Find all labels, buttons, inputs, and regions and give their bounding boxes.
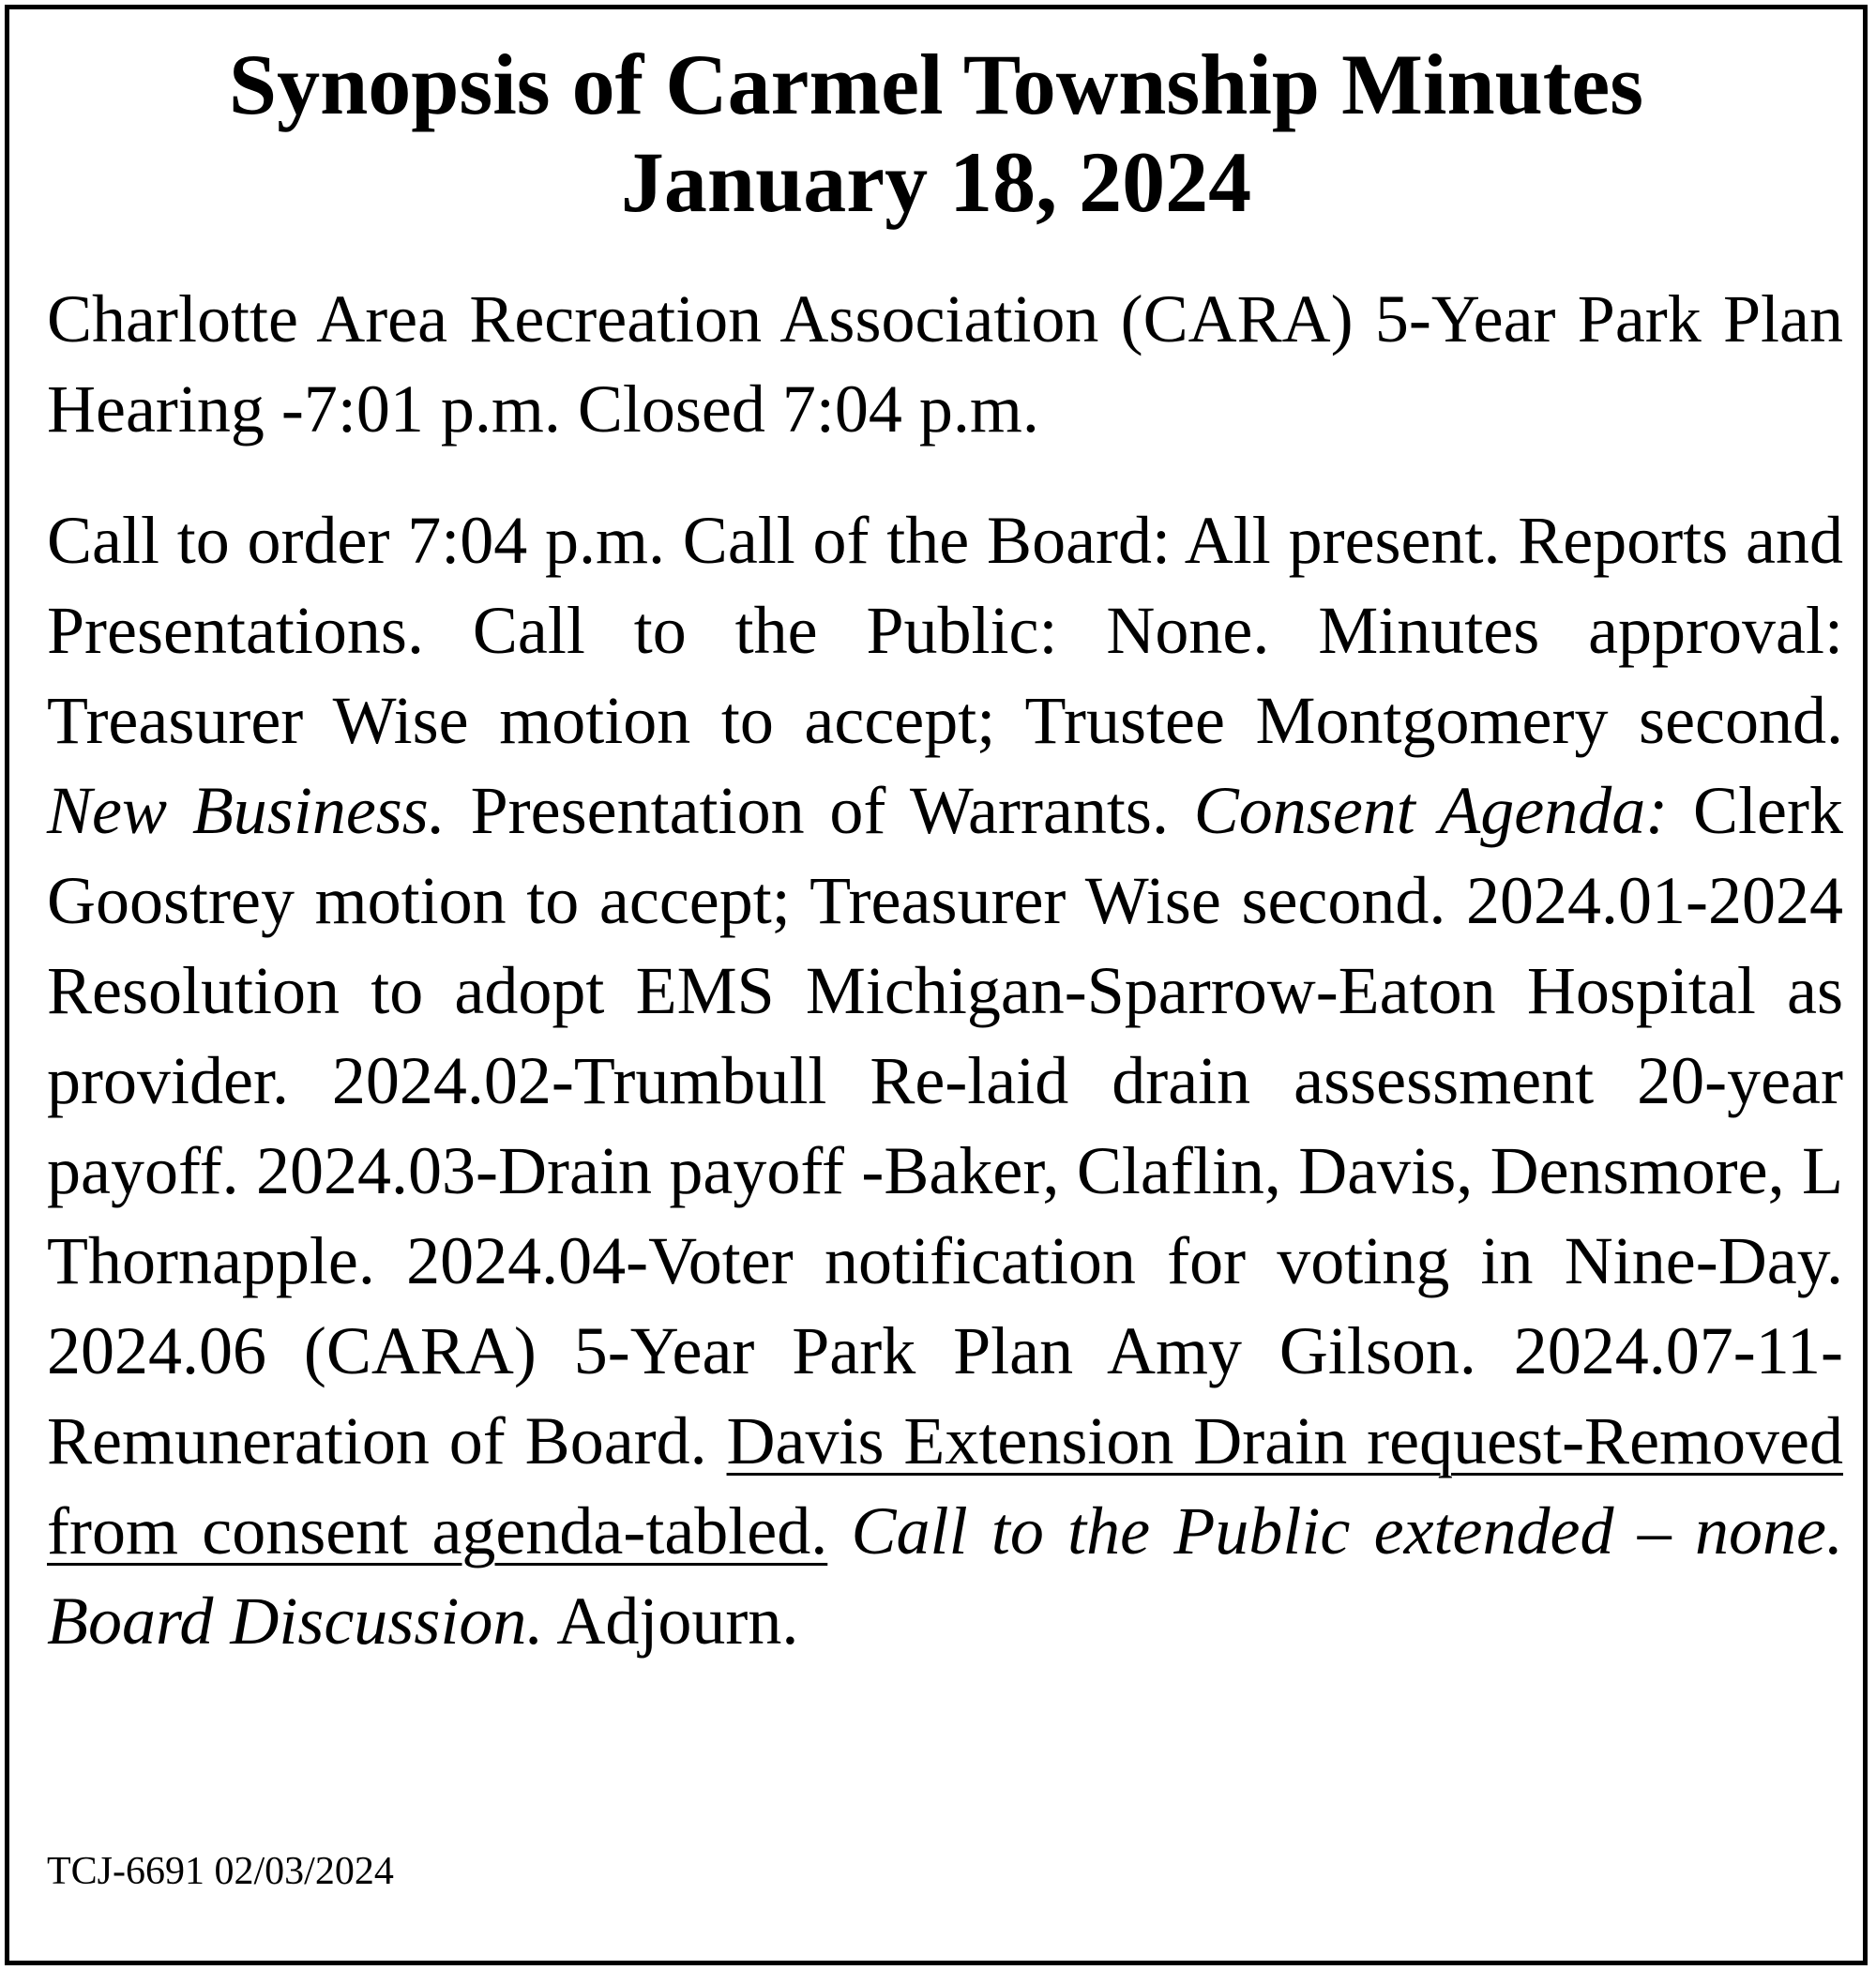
- consent-agenda-heading: Consent Agenda:: [1193, 773, 1669, 848]
- tabled-item: Davis Extension Drain request-Removed from consent agenda-tabled.: [47, 1403, 1843, 1568]
- title-line-1: Synopsis of Carmel Township Minutes: [228, 37, 1644, 132]
- minutes-text-1: Call to order 7:04 p.m. Call of the Board: All present. Reports and Presentations. Call to the Public: None. Minutes approval: Treasurer Wise motion to accept; Trustee Montgomery second.: [47, 503, 1843, 758]
- minutes-text-3: Clerk Goostrey motion to accept; Treasurer Wise second. 2024.01-2024 Resolution to adopt EMS Michigan-Sparrow-Eaton Hospital as provider. 2024.02-Trumbull Re-laid drain assessment 20-year payoff. 2024.03-Drain payoff -Baker, Claflin, Davis, Densmore, L Thornapple. 2024.04-Voter notification for voting in Nine-Day. 2024.06 (CARA) 5-Year Park Plan Amy Gilson. 2024.07-11-Remuneration of Board.: [47, 773, 1843, 1478]
- minutes-paragraph: [47, 495, 1843, 1666]
- public-discussion-text: Call to the Public extended – none. Board Discussion.: [47, 1493, 1843, 1659]
- legal-notice: [5, 5, 1868, 1965]
- notice-footer: TCJ-6691 02/03/2024: [47, 1850, 394, 1893]
- new-business-heading: New Business.: [47, 773, 446, 848]
- adjourn-text: Adjourn.: [543, 1584, 799, 1659]
- hearing-paragraph: Charlotte Area Recreation Association (CARA) 5-Year Park Plan Hearing -7:01 p.m. Closed 7:04 p.m.: [47, 281, 1843, 447]
- title-line-2: January 18, 2024: [620, 134, 1252, 230]
- minutes-text-2: Presentation of Warrants.: [445, 773, 1194, 848]
- notice-title: [9, 36, 1863, 231]
